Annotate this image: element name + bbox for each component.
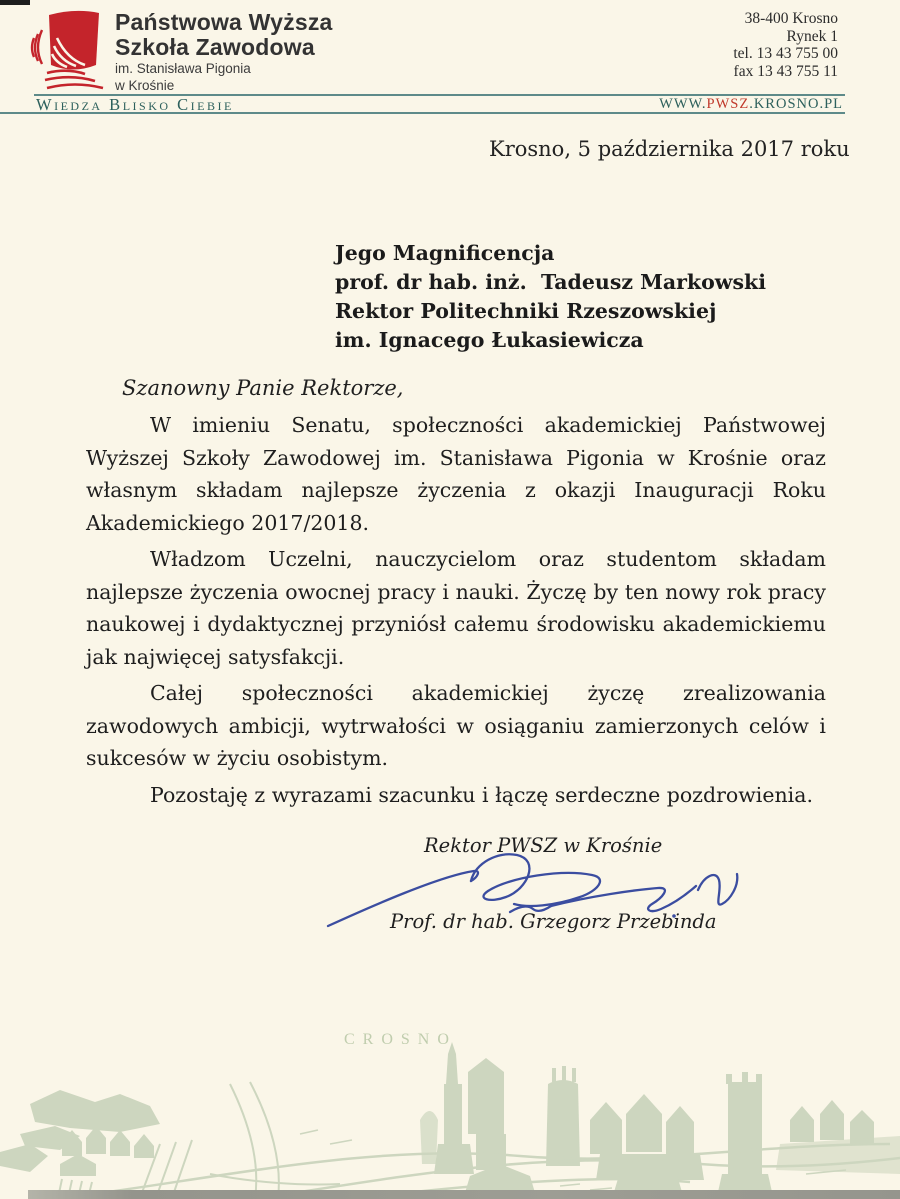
website-suffix: .KROSNO.PL: [749, 96, 843, 112]
recipient-line: im. Ignacego Łukasiewicza: [335, 328, 644, 352]
logo-left-arcs: [32, 30, 42, 64]
website-prefix: WWW.: [659, 96, 707, 112]
recipient-block: [335, 239, 766, 355]
body-paragraph: Pozostaję z wyrazami szacunku i łączę serdeczne pozdrowienia.: [150, 782, 813, 807]
university-name-line1: Państwowa Wyższa: [115, 9, 333, 35]
address-line: tel. 13 43 755 00: [733, 45, 838, 62]
logo-bottom-arcs: [45, 71, 103, 88]
krosno-engraving-watermark: [0, 1024, 900, 1199]
contact-address-block: [733, 10, 838, 80]
address-line: Rynek 1: [786, 27, 838, 45]
university-subtitle-line1: im. Stanisława Pigonia: [115, 61, 251, 76]
university-motto: Wiedza Blisko Ciebie: [36, 95, 234, 114]
body-paragraph: Władzom Uczelni, nauczycielom oraz studentom składam najlepsze życzenia owocnej pracy i nauki. Życzę by ten nowy rok pracy naukowej i dydaktycznej przyniósł całemu środowisku akademickiemu jak najwięcej satysfakcji.: [86, 547, 826, 669]
scan-artifact-top-left: [0, 0, 30, 5]
university-subtitle-line2: w Krośnie: [115, 78, 175, 93]
address-line: 38-400 Krosno: [744, 10, 838, 27]
address-line: fax 13 43 755 11: [733, 62, 838, 80]
letter-body: [86, 409, 826, 815]
signature-title: Rektor PWSZ w Krośnie: [424, 834, 663, 857]
body-paragraph: W imieniu Senatu, społeczności akademickiej Państwowej Wyższej Szkoły Zawodowej im. Stanisława Pigonia w Krośnie oraz własnym składam najlepsze życzenia z okazji Inauguracji Roku Akademickiego 2017/2018.: [86, 413, 826, 535]
university-name-block: [115, 10, 333, 94]
signature-name: Prof. dr hab. Grzegorz Przebinda: [390, 910, 717, 933]
scan-artifact-bottom-edge: [28, 1190, 900, 1199]
website-url: [659, 96, 843, 113]
recipient-line: prof. dr hab. inż. Tadeusz Markowski: [335, 270, 766, 294]
watermark-caption: CROSNO: [344, 1031, 457, 1048]
university-name-line2: Szkoła Zawodowa: [115, 34, 315, 60]
recipient-line: Rektor Politechniki Rzeszowskiej: [335, 299, 717, 323]
website-highlight: PWSZ: [706, 96, 750, 112]
dateline: Krosno, 5 października 2017 roku: [489, 137, 850, 161]
pwsz-logo: [27, 4, 105, 92]
body-paragraph: Całej społeczności akademickiej życzę zrealizowania zawodowych ambicji, wytrwałości w osiąganiu zamierzonych celów i sukcesów w życiu osobistym.: [86, 681, 826, 770]
recipient-line: Jego Magnificencja: [335, 241, 555, 265]
salutation: Szanowny Panie Rektorze,: [122, 376, 404, 400]
